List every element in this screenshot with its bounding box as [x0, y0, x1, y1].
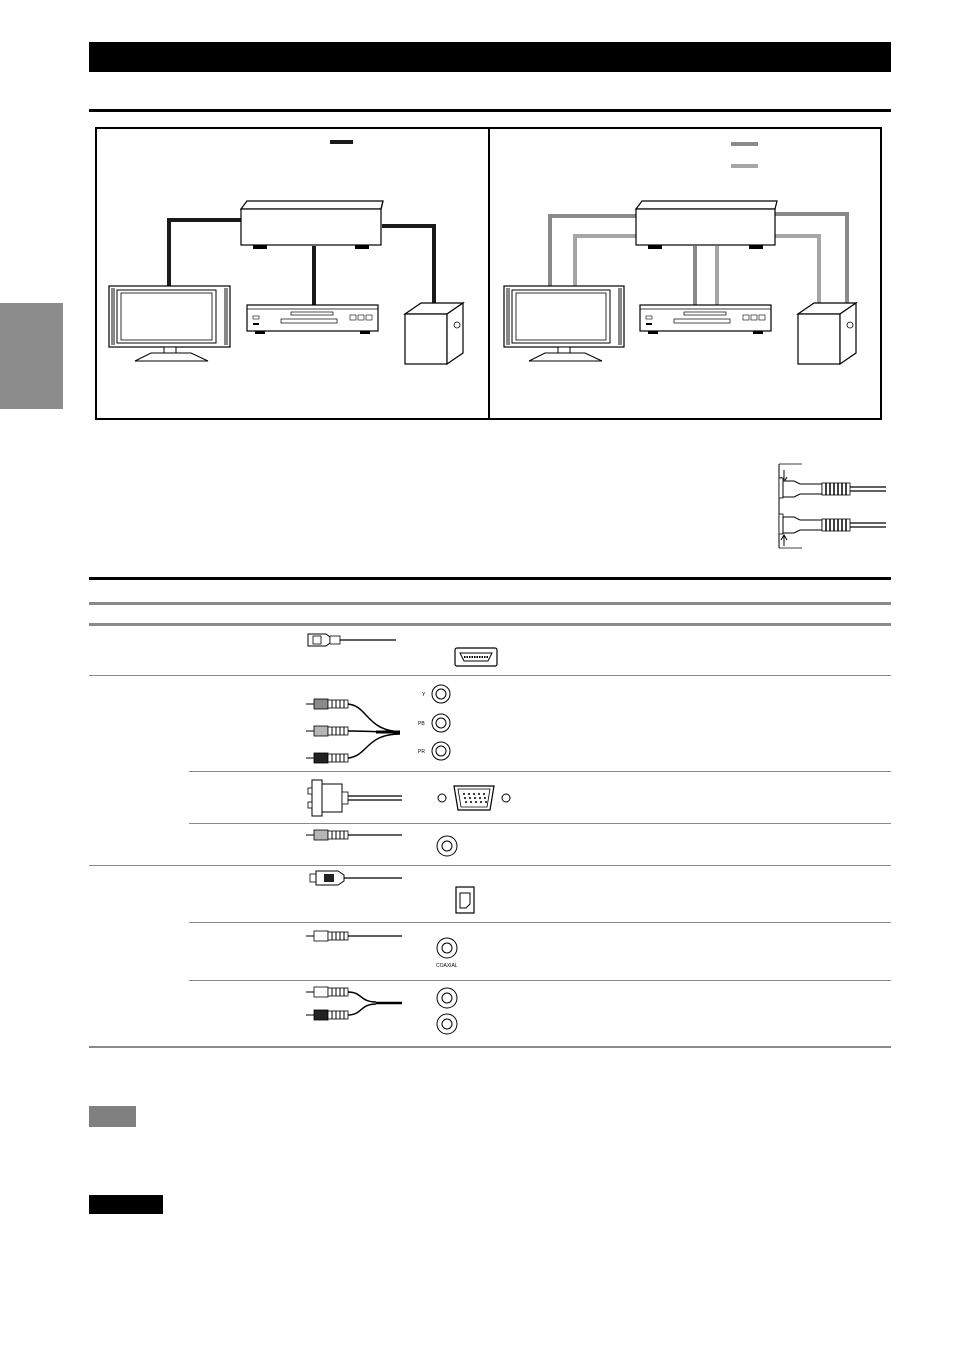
right-cable-speaker-outer [775, 214, 847, 305]
rgb-cable-icon [308, 780, 402, 816]
table-header-rule-bottom [89, 623, 891, 626]
left-cable-tv [169, 220, 243, 289]
connection-diagram-art [95, 127, 882, 420]
right-legend-swatch-1 [731, 142, 758, 146]
composite-cable-icon [306, 830, 402, 840]
jack-label-pb: PB [418, 721, 425, 727]
analog-audio-cable-icon [306, 987, 402, 1020]
right-legend-swatch-2 [731, 164, 758, 168]
rgb-jack-icon [438, 786, 510, 810]
chapter-tab [0, 303, 63, 409]
jack-label-y: Y [422, 692, 426, 698]
section-header-bar [89, 42, 891, 72]
section-rule [89, 109, 891, 112]
left-speaker [405, 303, 463, 364]
jack-label-coaxial: COAXIAL [436, 963, 458, 969]
right-cable-tv-outer [550, 216, 636, 289]
right-receiver [636, 201, 777, 249]
coaxial-jack-icon [436, 938, 458, 969]
right-player [640, 305, 771, 334]
plug-insertion-illustration [770, 460, 890, 552]
right-cable-tv-inner [575, 236, 636, 289]
left-cable-speaker [382, 226, 434, 305]
hdmi-cable-icon [308, 634, 396, 646]
table-section-rule [89, 577, 891, 580]
analog-audio-jacks-icon [437, 988, 457, 1034]
right-speaker [798, 303, 856, 364]
connection-table-art [300, 628, 530, 1046]
jack-label-pr: PR [418, 749, 425, 755]
optical-jack-icon [456, 887, 474, 913]
row-separator [189, 922, 891, 923]
table-header-rule-top [89, 602, 891, 605]
note-badge [89, 1106, 136, 1127]
table-bottom-rule [89, 1046, 891, 1048]
row-separator [189, 771, 891, 772]
hdmi-jack-icon [455, 648, 497, 666]
component-jacks-icon [418, 685, 450, 760]
row-separator [189, 980, 891, 981]
coaxial-cable-icon [306, 931, 402, 941]
tip-badge [89, 1195, 163, 1214]
component-cable-icon [306, 699, 400, 763]
left-legend-swatch [330, 140, 353, 144]
right-cable-speaker-inner [775, 236, 819, 305]
left-receiver [241, 201, 383, 249]
left-tv [109, 286, 230, 361]
optical-cable-icon [310, 871, 402, 885]
composite-jack-icon [437, 836, 457, 856]
right-tv [504, 286, 624, 361]
left-player [247, 305, 378, 334]
row-separator [189, 823, 891, 824]
